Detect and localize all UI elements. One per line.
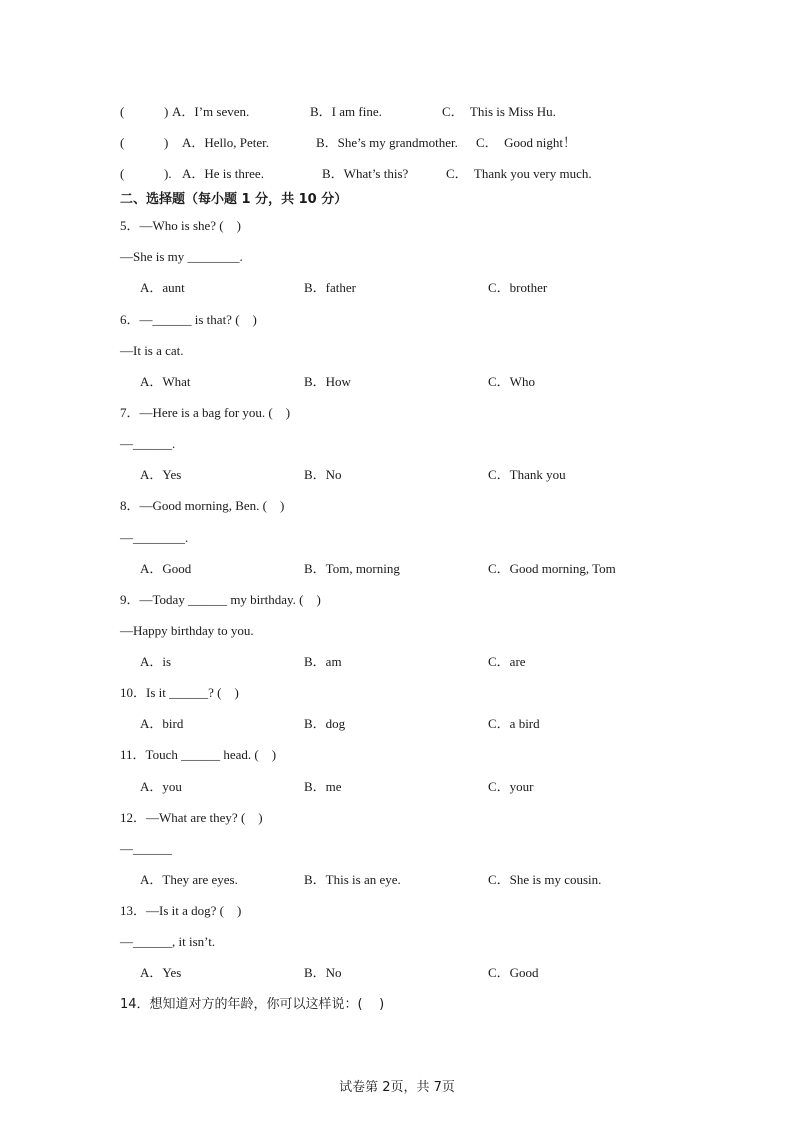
answer-paren-close: ): [164, 135, 169, 150]
option-c: C．Good: [488, 965, 539, 980]
option-a: A．Yes: [140, 467, 182, 482]
section-title: 二、选择题（每小题 1 分，共 10 分）: [120, 192, 348, 207]
option-b: B．What’s this?: [322, 166, 409, 181]
option-c: C． Thank you very much.: [446, 166, 592, 181]
question-stem: 想知道对方的年龄，你可以这样说：( ): [149, 997, 385, 1012]
answer-paren-close: ).: [164, 166, 172, 181]
question-7: [120, 405, 290, 421]
answer-paren-open: (: [120, 104, 125, 119]
option-c: C．are: [488, 654, 526, 669]
option-a: A．is: [140, 654, 172, 669]
question-10-options: [140, 716, 700, 732]
matching-row: [120, 104, 720, 120]
matching-row: [120, 135, 720, 151]
question-12-options: [140, 872, 700, 888]
option-c: C．brother: [488, 280, 548, 295]
option-a: A．bird: [140, 716, 184, 731]
question-8-reply: —________.: [120, 530, 189, 545]
question-number: 14．: [120, 997, 150, 1012]
question-11-options: [140, 779, 700, 795]
question-number: 8．: [120, 498, 140, 513]
question-8-options: [140, 561, 700, 577]
question-12-reply: —______: [120, 841, 172, 856]
question-stem: —Is it a dog? ( ): [146, 903, 242, 918]
question-6-options: [140, 374, 700, 390]
question-stem: —Who is she? ( ): [139, 218, 241, 233]
question-7-reply: —______.: [120, 436, 176, 451]
question-10: [120, 685, 239, 701]
question-12: [120, 810, 263, 826]
option-a: A．Hello, Peter.: [182, 135, 270, 150]
option-c: C．Thank you: [488, 467, 566, 482]
option-b: B．This is an eye.: [304, 872, 401, 887]
option-c: C．your: [488, 779, 534, 794]
question-8: [120, 498, 284, 514]
question-11: [120, 747, 276, 763]
question-13-reply: —______, it isn’t.: [120, 934, 216, 949]
question-stem: —Today ______ my birthday. ( ): [139, 592, 321, 607]
question-number: 6．: [120, 312, 140, 327]
question-6: [120, 312, 257, 328]
option-b: B．She’s my grandmother.: [316, 135, 458, 150]
question-number: 10．: [120, 685, 147, 700]
question-stem: —______ is that? ( ): [139, 312, 257, 327]
option-a: A．He is three.: [182, 166, 264, 181]
option-c: C．Who: [488, 374, 535, 389]
option-b: B．No: [304, 467, 342, 482]
question-5-options: [140, 280, 700, 296]
question-6-reply: —It is a cat.: [120, 343, 184, 358]
option-b: B．How: [304, 374, 351, 389]
option-a: A．Good: [140, 561, 192, 576]
question-number: 13．: [120, 903, 147, 918]
question-5: [120, 218, 241, 234]
answer-paren-open: (: [120, 166, 125, 181]
option-a: A．Yes: [140, 965, 182, 980]
option-c: C．a bird: [488, 716, 540, 731]
option-b: B．me: [304, 779, 342, 794]
option-b: B．No: [304, 965, 342, 980]
option-a: A．you: [140, 779, 182, 794]
question-stem: —Here is a bag for you. ( ): [139, 405, 291, 420]
question-5-reply: —She is my ________.: [120, 249, 243, 264]
option-a: A．I’m seven.: [172, 104, 250, 119]
question-7-options: [140, 467, 700, 483]
option-b: B．Tom, morning: [304, 561, 400, 576]
question-9-options: [140, 654, 700, 670]
question-13: [120, 903, 241, 919]
question-13-options: [140, 965, 700, 981]
option-c: C． This is Miss Hu.: [442, 104, 556, 119]
question-number: 7．: [120, 405, 140, 420]
question-14: [120, 997, 384, 1013]
option-c: C． Good night！: [476, 135, 577, 150]
option-b: B．dog: [304, 716, 346, 731]
question-number: 5．: [120, 218, 140, 233]
option-c: C．She is my cousin.: [488, 872, 602, 887]
option-a: A．What: [140, 374, 191, 389]
question-9: [120, 592, 321, 608]
question-9-reply: —Happy birthday to you.: [120, 623, 254, 638]
question-stem: Touch ______ head. ( ): [145, 747, 277, 762]
question-stem: —What are they? ( ): [146, 810, 263, 825]
question-number: 9．: [120, 592, 140, 607]
question-number: 12．: [120, 810, 147, 825]
question-number: 11．: [120, 747, 146, 762]
page-footer: 试卷第 2页，共 7页: [339, 1080, 455, 1095]
option-b: B．am: [304, 654, 342, 669]
answer-paren-open: (: [120, 135, 125, 150]
option-a: A．aunt: [140, 280, 185, 295]
option-a: A．They are eyes.: [140, 872, 238, 887]
option-c: C．Good morning, Tom: [488, 561, 616, 576]
option-b: B．father: [304, 280, 356, 295]
matching-row: [120, 166, 720, 182]
question-stem: Is it ______? ( ): [146, 685, 239, 700]
question-stem: —Good morning, Ben. ( ): [139, 498, 285, 513]
option-b: B．I am fine.: [310, 104, 382, 119]
answer-paren-close: ): [164, 104, 169, 119]
